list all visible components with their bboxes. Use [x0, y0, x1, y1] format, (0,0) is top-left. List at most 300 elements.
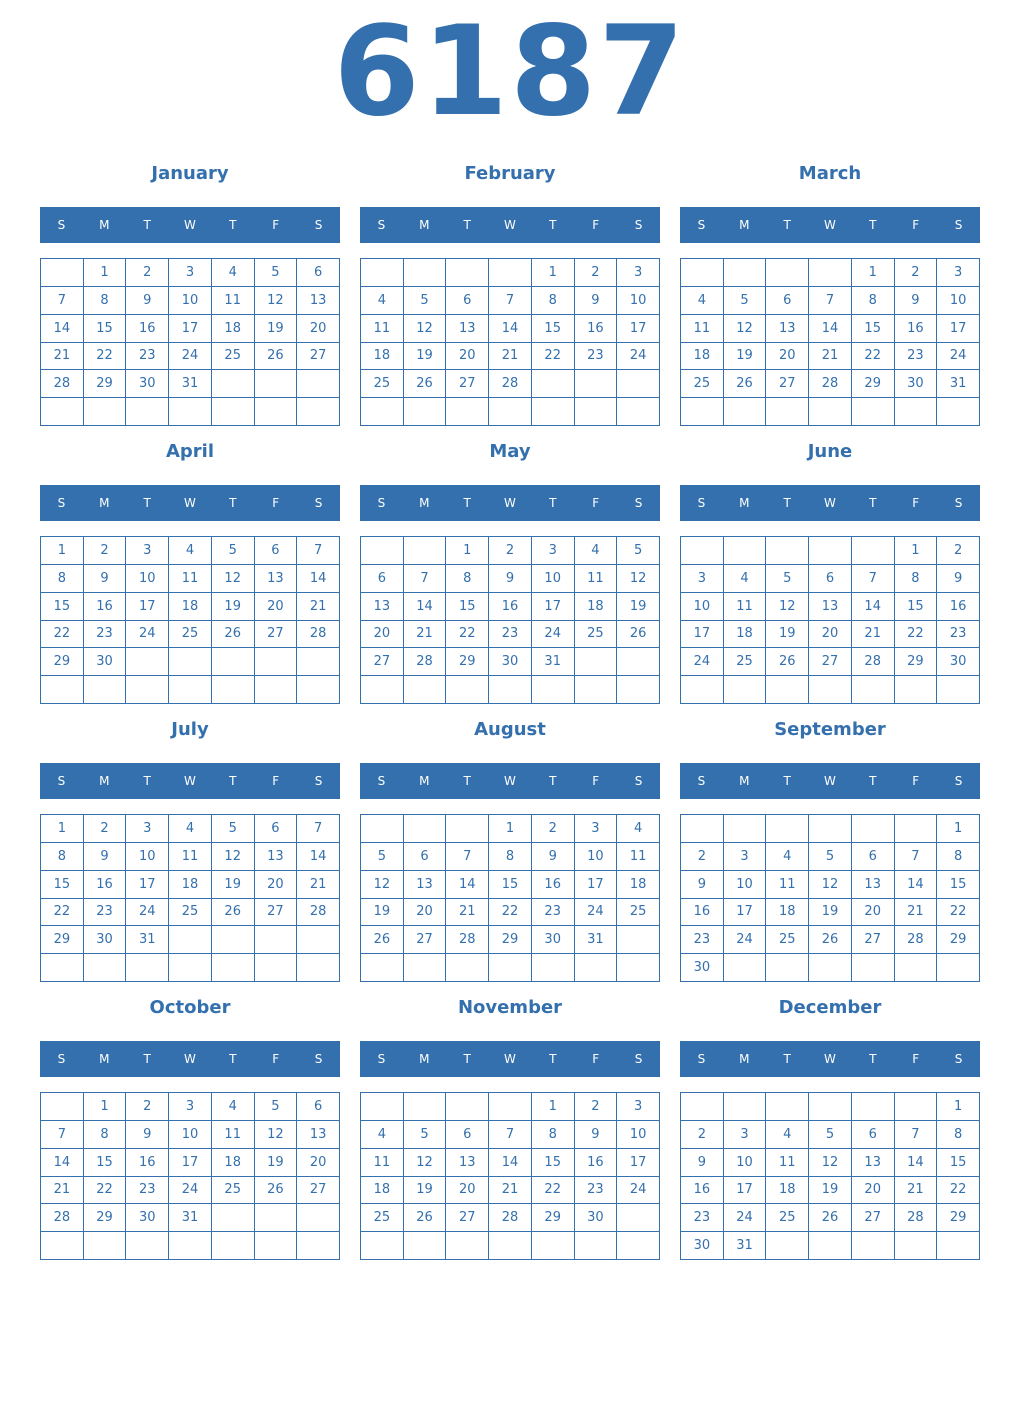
- weekday-label: F: [592, 496, 600, 510]
- day-cell: 30: [489, 648, 532, 676]
- day-cell: 3: [126, 815, 169, 843]
- day-cell: 16: [84, 593, 127, 621]
- weekday-label: F: [592, 218, 600, 232]
- empty-day-cell: [724, 1093, 767, 1121]
- day-cell: 22: [532, 343, 575, 371]
- day-cell: 31: [575, 926, 618, 954]
- day-cell: 10: [169, 287, 212, 315]
- day-cell: 21: [489, 343, 532, 371]
- day-cell: 30: [84, 648, 127, 676]
- day-cell: 24: [169, 1177, 212, 1205]
- day-cell: 17: [575, 871, 618, 899]
- month-name: June: [807, 441, 853, 462]
- day-cell: 22: [84, 343, 127, 371]
- day-cell: 27: [361, 648, 404, 676]
- day-cell: 23: [681, 1204, 724, 1232]
- day-cell: 6: [852, 1121, 895, 1149]
- weekday-label: M: [99, 774, 110, 788]
- weekday-label: T: [869, 1052, 877, 1066]
- empty-day-cell: [724, 676, 767, 704]
- day-cell: 12: [809, 1149, 852, 1177]
- day-grid: [40, 258, 340, 426]
- empty-day-cell: [489, 398, 532, 426]
- day-cell: 20: [446, 1177, 489, 1205]
- empty-day-cell: [297, 1232, 340, 1260]
- weekday-header: [40, 1041, 340, 1077]
- day-cell: 16: [489, 593, 532, 621]
- day-cell: 5: [212, 537, 255, 565]
- day-cell: 16: [895, 315, 938, 343]
- empty-day-cell: [41, 259, 84, 287]
- day-cell: 30: [681, 954, 724, 982]
- weekday-label: T: [549, 774, 557, 788]
- day-cell: 25: [212, 1177, 255, 1205]
- empty-day-cell: [852, 1232, 895, 1260]
- empty-day-cell: [297, 398, 340, 426]
- day-cell: 5: [766, 565, 809, 593]
- day-cell: 11: [361, 315, 404, 343]
- day-cell: 13: [809, 593, 852, 621]
- weekday-label: F: [272, 496, 280, 510]
- day-cell: 10: [617, 287, 660, 315]
- day-cell: 21: [895, 899, 938, 927]
- weekday-header: [360, 763, 660, 799]
- empty-day-cell: [361, 398, 404, 426]
- empty-day-cell: [404, 815, 447, 843]
- weekday-label: W: [824, 218, 836, 232]
- day-cell: 18: [766, 1177, 809, 1205]
- weekday-label: T: [783, 218, 791, 232]
- weekday-label: W: [504, 774, 516, 788]
- weekday-label: T: [869, 496, 877, 510]
- day-cell: 14: [895, 871, 938, 899]
- day-cell: 24: [575, 899, 618, 927]
- day-cell: 3: [724, 1121, 767, 1149]
- day-cell: 1: [895, 537, 938, 565]
- day-cell: 24: [937, 343, 980, 371]
- day-cell: 3: [169, 1093, 212, 1121]
- day-cell: 14: [297, 565, 340, 593]
- day-grid: [680, 1092, 980, 1260]
- weekday-label: T: [143, 774, 151, 788]
- empty-day-cell: [84, 1232, 127, 1260]
- day-cell: 17: [681, 621, 724, 649]
- weekday-label: M: [419, 496, 430, 510]
- day-cell: 9: [681, 1149, 724, 1177]
- day-cell: 22: [489, 899, 532, 927]
- day-cell: 28: [809, 370, 852, 398]
- day-cell: 23: [84, 621, 127, 649]
- day-cell: 18: [212, 315, 255, 343]
- day-cell: 7: [446, 843, 489, 871]
- empty-day-cell: [446, 1093, 489, 1121]
- empty-day-cell: [617, 398, 660, 426]
- weekday-label: M: [739, 496, 750, 510]
- empty-day-cell: [617, 954, 660, 982]
- day-cell: 1: [852, 259, 895, 287]
- day-cell: 8: [532, 287, 575, 315]
- empty-day-cell: [169, 648, 212, 676]
- day-cell: 10: [724, 871, 767, 899]
- empty-day-cell: [404, 954, 447, 982]
- empty-day-cell: [84, 676, 127, 704]
- empty-day-cell: [724, 954, 767, 982]
- day-cell: 25: [575, 621, 618, 649]
- empty-day-cell: [297, 926, 340, 954]
- empty-day-cell: [297, 1204, 340, 1232]
- empty-day-cell: [446, 259, 489, 287]
- day-cell: 31: [126, 926, 169, 954]
- weekday-label: T: [463, 1052, 471, 1066]
- day-cell: 13: [852, 1149, 895, 1177]
- day-cell: 21: [446, 899, 489, 927]
- empty-day-cell: [169, 1232, 212, 1260]
- weekday-label: W: [184, 496, 196, 510]
- day-cell: 17: [937, 315, 980, 343]
- day-cell: 18: [681, 343, 724, 371]
- day-cell: 14: [489, 315, 532, 343]
- day-cell: 28: [852, 648, 895, 676]
- day-cell: 12: [212, 565, 255, 593]
- empty-day-cell: [446, 815, 489, 843]
- weekday-header: [360, 485, 660, 521]
- day-cell: 7: [852, 565, 895, 593]
- weekday-label: T: [229, 218, 237, 232]
- day-cell: 1: [41, 815, 84, 843]
- day-cell: 26: [809, 926, 852, 954]
- day-grid: [680, 258, 980, 426]
- day-cell: 2: [937, 537, 980, 565]
- day-cell: 28: [41, 1204, 84, 1232]
- weekday-label: W: [504, 1052, 516, 1066]
- day-cell: 23: [575, 343, 618, 371]
- day-grid: [680, 536, 980, 704]
- day-cell: 23: [681, 926, 724, 954]
- weekday-label: M: [739, 774, 750, 788]
- day-cell: 2: [84, 815, 127, 843]
- day-cell: 14: [446, 871, 489, 899]
- day-cell: 3: [575, 815, 618, 843]
- weekday-label: T: [463, 218, 471, 232]
- day-grid: [360, 258, 660, 426]
- weekday-label: T: [229, 1052, 237, 1066]
- empty-day-cell: [937, 954, 980, 982]
- day-cell: 6: [446, 1121, 489, 1149]
- weekday-label: S: [697, 1052, 706, 1066]
- day-cell: 4: [169, 537, 212, 565]
- empty-day-cell: [724, 815, 767, 843]
- weekday-label: T: [143, 218, 151, 232]
- empty-day-cell: [404, 1093, 447, 1121]
- year-title: 6187: [333, 0, 687, 144]
- day-cell: 30: [575, 1204, 618, 1232]
- empty-day-cell: [809, 1232, 852, 1260]
- day-cell: 19: [361, 899, 404, 927]
- day-cell: 4: [575, 537, 618, 565]
- day-cell: 31: [937, 370, 980, 398]
- day-cell: 9: [575, 287, 618, 315]
- day-cell: 11: [212, 1121, 255, 1149]
- day-cell: 5: [404, 287, 447, 315]
- day-cell: 8: [446, 565, 489, 593]
- day-cell: 27: [852, 926, 895, 954]
- empty-day-cell: [809, 1093, 852, 1121]
- empty-day-cell: [681, 537, 724, 565]
- day-cell: 31: [724, 1232, 767, 1260]
- weekday-label: S: [634, 496, 643, 510]
- day-cell: 8: [895, 565, 938, 593]
- day-cell: 19: [766, 621, 809, 649]
- empty-day-cell: [41, 954, 84, 982]
- day-cell: 10: [575, 843, 618, 871]
- weekday-header: [680, 1041, 980, 1077]
- empty-day-cell: [852, 537, 895, 565]
- day-cell: 21: [404, 621, 447, 649]
- weekday-label: S: [57, 774, 66, 788]
- day-cell: 9: [575, 1121, 618, 1149]
- weekday-label: W: [504, 496, 516, 510]
- empty-day-cell: [84, 954, 127, 982]
- empty-day-cell: [852, 398, 895, 426]
- day-cell: 4: [361, 287, 404, 315]
- empty-day-cell: [84, 398, 127, 426]
- empty-day-cell: [766, 1232, 809, 1260]
- day-cell: 28: [404, 648, 447, 676]
- day-cell: 8: [937, 843, 980, 871]
- empty-day-cell: [446, 676, 489, 704]
- day-cell: 1: [532, 1093, 575, 1121]
- day-cell: 21: [895, 1177, 938, 1205]
- weekday-label: T: [869, 774, 877, 788]
- day-grid: [680, 814, 980, 982]
- empty-day-cell: [617, 926, 660, 954]
- day-cell: 19: [809, 899, 852, 927]
- weekday-label: S: [954, 218, 963, 232]
- day-cell: 12: [255, 1121, 298, 1149]
- day-cell: 29: [41, 926, 84, 954]
- empty-day-cell: [212, 926, 255, 954]
- day-cell: 18: [361, 343, 404, 371]
- day-cell: 3: [681, 565, 724, 593]
- day-cell: 25: [617, 899, 660, 927]
- day-cell: 27: [255, 621, 298, 649]
- day-cell: 23: [532, 899, 575, 927]
- day-cell: 26: [724, 370, 767, 398]
- empty-day-cell: [212, 954, 255, 982]
- day-cell: 29: [84, 1204, 127, 1232]
- empty-day-cell: [169, 398, 212, 426]
- day-cell: 19: [809, 1177, 852, 1205]
- day-cell: 24: [126, 899, 169, 927]
- day-cell: 30: [84, 926, 127, 954]
- day-cell: 30: [895, 370, 938, 398]
- day-cell: 7: [404, 565, 447, 593]
- empty-day-cell: [361, 954, 404, 982]
- day-cell: 17: [617, 1149, 660, 1177]
- day-cell: 6: [766, 287, 809, 315]
- day-cell: 17: [532, 593, 575, 621]
- day-cell: 11: [766, 1149, 809, 1177]
- empty-day-cell: [361, 1093, 404, 1121]
- day-cell: 4: [617, 815, 660, 843]
- day-cell: 13: [255, 565, 298, 593]
- weekday-label: W: [824, 774, 836, 788]
- empty-day-cell: [361, 259, 404, 287]
- weekday-label: M: [99, 496, 110, 510]
- day-cell: 26: [212, 899, 255, 927]
- day-cell: 20: [297, 1149, 340, 1177]
- day-cell: 16: [937, 593, 980, 621]
- empty-day-cell: [766, 1093, 809, 1121]
- empty-day-cell: [404, 398, 447, 426]
- empty-day-cell: [681, 815, 724, 843]
- day-cell: 7: [41, 1121, 84, 1149]
- weekday-label: T: [549, 496, 557, 510]
- day-cell: 4: [169, 815, 212, 843]
- day-cell: 10: [617, 1121, 660, 1149]
- empty-day-cell: [617, 1232, 660, 1260]
- day-cell: 23: [84, 899, 127, 927]
- day-cell: 21: [489, 1177, 532, 1205]
- empty-day-cell: [297, 370, 340, 398]
- day-cell: 26: [404, 1204, 447, 1232]
- empty-day-cell: [489, 954, 532, 982]
- day-cell: 8: [852, 287, 895, 315]
- empty-day-cell: [41, 676, 84, 704]
- day-cell: 25: [766, 926, 809, 954]
- day-cell: 14: [41, 1149, 84, 1177]
- day-cell: 24: [532, 621, 575, 649]
- empty-day-cell: [532, 370, 575, 398]
- day-cell: 22: [446, 621, 489, 649]
- weekday-label: T: [229, 496, 237, 510]
- weekday-label: S: [634, 1052, 643, 1066]
- day-cell: 3: [169, 259, 212, 287]
- day-cell: 12: [404, 1149, 447, 1177]
- day-cell: 21: [297, 593, 340, 621]
- day-grid: [360, 1092, 660, 1260]
- month-name: September: [774, 719, 886, 740]
- day-cell: 1: [84, 259, 127, 287]
- empty-day-cell: [937, 676, 980, 704]
- empty-day-cell: [212, 370, 255, 398]
- month-name: November: [457, 997, 563, 1018]
- empty-day-cell: [532, 1232, 575, 1260]
- day-cell: 2: [126, 259, 169, 287]
- empty-day-cell: [297, 648, 340, 676]
- empty-day-cell: [809, 954, 852, 982]
- day-cell: 17: [169, 315, 212, 343]
- weekday-label: F: [592, 1052, 600, 1066]
- month-name: January: [151, 163, 229, 184]
- day-cell: 29: [446, 648, 489, 676]
- weekday-label: W: [184, 1052, 196, 1066]
- day-cell: 27: [446, 370, 489, 398]
- weekday-label: T: [549, 1052, 557, 1066]
- day-cell: 25: [169, 621, 212, 649]
- day-cell: 28: [489, 370, 532, 398]
- empty-day-cell: [404, 1232, 447, 1260]
- empty-day-cell: [361, 1232, 404, 1260]
- empty-day-cell: [126, 954, 169, 982]
- empty-day-cell: [575, 954, 618, 982]
- weekday-label: T: [549, 218, 557, 232]
- day-cell: 21: [41, 343, 84, 371]
- empty-day-cell: [895, 1232, 938, 1260]
- weekday-label: S: [314, 496, 323, 510]
- empty-day-cell: [895, 1093, 938, 1121]
- empty-day-cell: [766, 676, 809, 704]
- day-cell: 1: [41, 537, 84, 565]
- day-cell: 15: [895, 593, 938, 621]
- day-cell: 19: [255, 1149, 298, 1177]
- empty-day-cell: [126, 1232, 169, 1260]
- day-cell: 5: [724, 287, 767, 315]
- day-cell: 13: [852, 871, 895, 899]
- weekday-label: S: [377, 218, 386, 232]
- day-cell: 12: [255, 287, 298, 315]
- weekday-label: F: [272, 774, 280, 788]
- day-cell: 11: [681, 315, 724, 343]
- day-cell: 8: [84, 1121, 127, 1149]
- day-cell: 11: [212, 287, 255, 315]
- day-cell: 23: [575, 1177, 618, 1205]
- weekday-label: T: [229, 774, 237, 788]
- day-cell: 10: [532, 565, 575, 593]
- day-cell: 20: [446, 343, 489, 371]
- day-cell: 14: [297, 843, 340, 871]
- day-cell: 4: [212, 1093, 255, 1121]
- day-cell: 30: [532, 926, 575, 954]
- month-name: April: [165, 441, 215, 462]
- weekday-label: T: [783, 1052, 791, 1066]
- day-cell: 5: [255, 259, 298, 287]
- empty-day-cell: [809, 537, 852, 565]
- day-cell: 1: [84, 1093, 127, 1121]
- day-cell: 29: [41, 648, 84, 676]
- weekday-header: [360, 207, 660, 243]
- weekday-label: F: [272, 1052, 280, 1066]
- day-cell: 16: [126, 315, 169, 343]
- day-cell: 31: [169, 370, 212, 398]
- day-cell: 7: [809, 287, 852, 315]
- day-cell: 12: [617, 565, 660, 593]
- weekday-label: T: [463, 496, 471, 510]
- day-cell: 19: [404, 343, 447, 371]
- empty-day-cell: [41, 1232, 84, 1260]
- day-cell: 13: [404, 871, 447, 899]
- weekday-label: M: [99, 218, 110, 232]
- day-cell: 15: [532, 1149, 575, 1177]
- month-name: July: [171, 719, 209, 740]
- empty-day-cell: [575, 398, 618, 426]
- day-cell: 15: [41, 871, 84, 899]
- empty-day-cell: [255, 676, 298, 704]
- empty-day-cell: [895, 676, 938, 704]
- empty-day-cell: [575, 1232, 618, 1260]
- weekday-label: S: [314, 1052, 323, 1066]
- day-cell: 21: [41, 1177, 84, 1205]
- weekday-label: S: [377, 1052, 386, 1066]
- day-cell: 28: [446, 926, 489, 954]
- day-cell: 22: [937, 899, 980, 927]
- day-cell: 26: [255, 1177, 298, 1205]
- day-cell: 12: [212, 843, 255, 871]
- day-cell: 24: [126, 621, 169, 649]
- day-cell: 6: [255, 815, 298, 843]
- day-cell: 24: [617, 343, 660, 371]
- day-cell: 13: [361, 593, 404, 621]
